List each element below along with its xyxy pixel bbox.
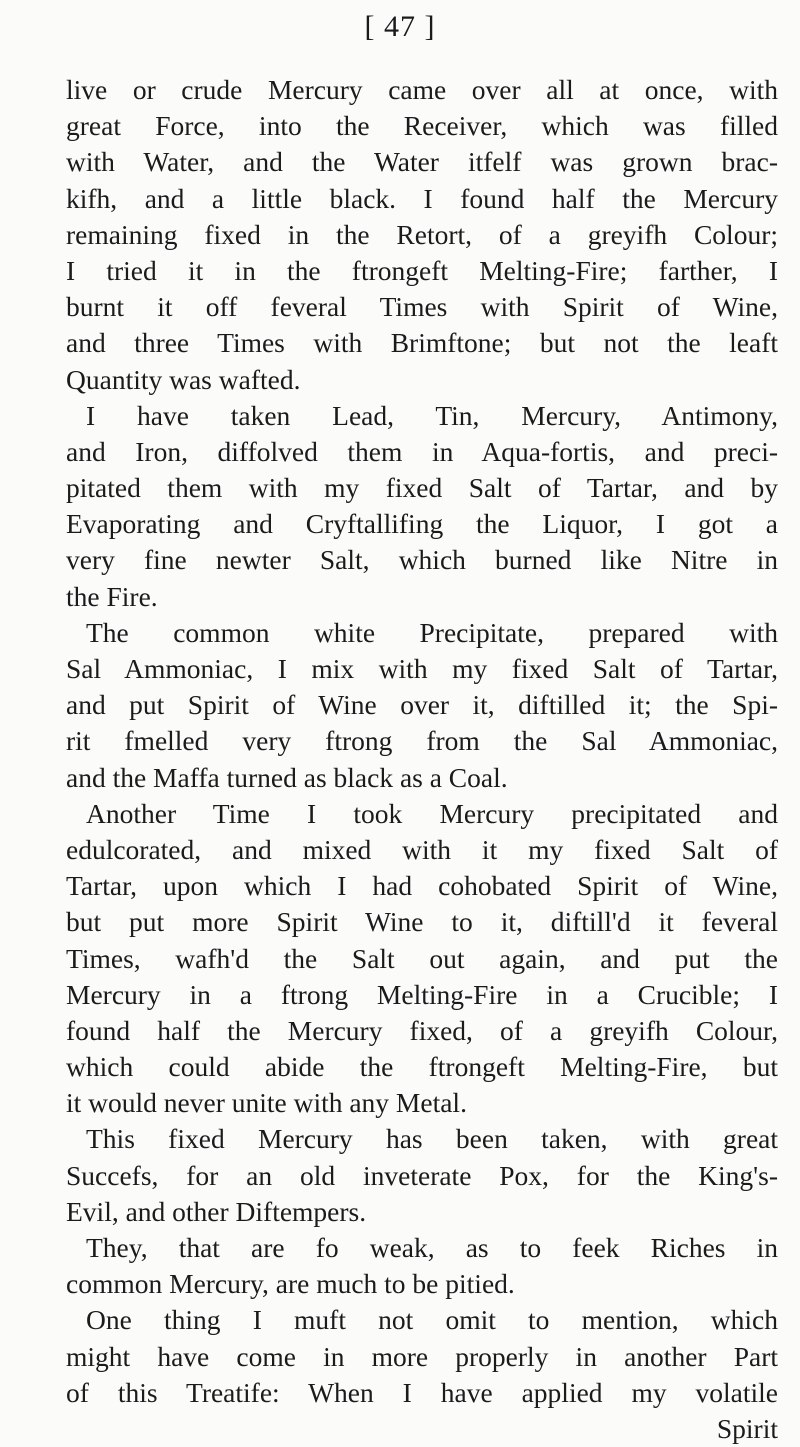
text-line: They, that are fo weak, as to feek Riches in xyxy=(86,1232,778,1263)
text-line: burnt it off feveral Times with Spirit of Wine, xyxy=(66,291,778,323)
text-line: very fine newter Salt, which burned like Nitre in xyxy=(66,544,778,576)
text-line: common Mercury, are much to be pitied. xyxy=(66,1268,515,1300)
text-line: Tartar, upon which I had cohobated Spirit of Wine, xyxy=(66,870,778,902)
text-line: Times, wafh'd the Salt out again, and put the xyxy=(66,942,778,974)
text-line: Evil, and other Diftempers. xyxy=(66,1195,367,1227)
text-line: This fixed Mercury has been taken, with great xyxy=(86,1123,778,1155)
text-line: rit fmelled very ftrong from the Sal Ammoniac, xyxy=(66,725,778,757)
text-line: One thing I muft not omit to mention, which xyxy=(86,1304,778,1336)
text-line: pitated them with my fixed Salt of Tartar, and by xyxy=(66,472,778,504)
text-line: the Fire. xyxy=(66,580,158,612)
text-line: with Water, and the Water itfelf was grown brac- xyxy=(66,146,778,178)
text-line: I tried it in the ftrongeft Melting-Fire; farther, I xyxy=(66,254,778,286)
text-line: Another Time I took Mercury precipitated and xyxy=(86,797,778,829)
text-line: Mercury in a ftrong Melting-Fire in a Crucible; I xyxy=(66,978,778,1010)
body-text xyxy=(66,72,778,1447)
text-line: Sal Ammoniac, I mix with my fixed Salt of Tartar, xyxy=(66,653,778,684)
text-line: which could abide the ftrongeft Melting-Fire, but xyxy=(66,1051,778,1083)
text-line: found half the Mercury fixed, of a greyifh Colour, xyxy=(66,1014,778,1046)
text-line: Evaporating and Cryftallifing the Liquor, I got a xyxy=(66,508,778,540)
text-line: might have come in more properly in another Part xyxy=(66,1340,778,1372)
text-line: and the Maffa turned as black as a Coal. xyxy=(66,761,508,793)
text-line: kifh, and a little black. I found half the Mercury xyxy=(66,182,778,214)
text-line: it would never unite with any Metal. xyxy=(66,1087,467,1119)
text-line: and three Times with Brimftone; but not the leaft xyxy=(66,327,778,359)
text-line: I have taken Lead, Tin, Mercury, Antimony, xyxy=(86,399,778,431)
text-line: remaining fixed in the Retort, of a greyifh Colour; xyxy=(66,218,778,250)
page-number: [ 47 ] xyxy=(364,10,436,43)
text-line: The common white Precipitate, prepared with xyxy=(86,616,778,648)
text-line: but put more Spirit Wine to it, diftill'd it feveral xyxy=(66,906,778,938)
text-line: great Force, into the Receiver, which was filled xyxy=(66,110,778,142)
text-line: edulcorated, and mixed with it my fixed Salt of xyxy=(66,833,778,865)
text-line: Succefs, for an old inveterate Pox, for the King's- xyxy=(66,1159,778,1191)
text-line: live or crude Mercury came over all at once, with xyxy=(66,74,778,105)
text-line: Quantity was wafted. xyxy=(66,363,301,395)
text-line: and put Spirit of Wine over it, diftilled it; the Spi- xyxy=(66,689,778,721)
text-line: of this Treatife: When I have applied my volatile xyxy=(66,1376,778,1408)
text-line: and Iron, diffolved them in Aqua-fortis, and preci- xyxy=(66,435,778,467)
catchword: Spirit xyxy=(716,1412,778,1444)
